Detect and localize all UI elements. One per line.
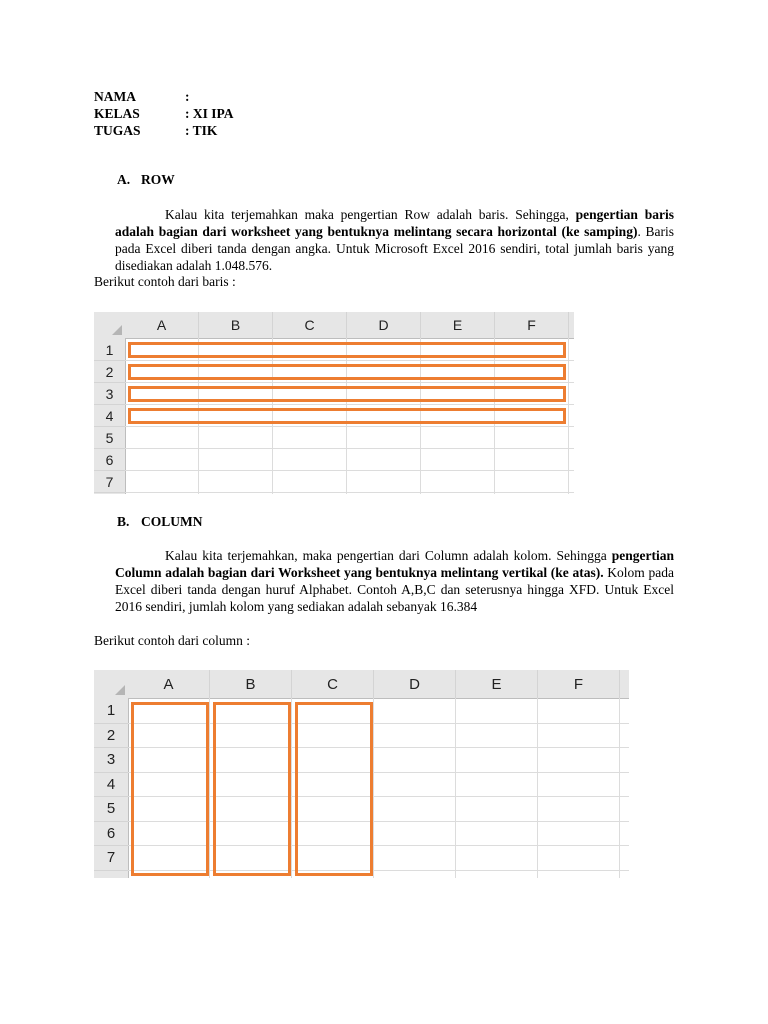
row-header-4: 4 bbox=[94, 773, 128, 798]
row-header-1: 1 bbox=[94, 699, 128, 724]
nama-value: : bbox=[185, 89, 190, 104]
column-header-d: D bbox=[347, 312, 421, 338]
row-example-spreadsheet bbox=[94, 312, 574, 494]
row-header-1: 1 bbox=[94, 339, 125, 361]
row-header-5: 5 bbox=[94, 797, 128, 822]
gridline bbox=[125, 448, 574, 449]
gridline bbox=[125, 426, 574, 427]
row-header-6: 6 bbox=[94, 822, 128, 847]
section-a-number: A. bbox=[117, 172, 131, 187]
gridline bbox=[537, 698, 538, 878]
section-a-text-1: Kalau kita terjemahkan maka pengertian Row adalah baris. Sehingga, bbox=[165, 207, 576, 222]
column-example-spreadsheet bbox=[94, 670, 629, 878]
highlight-column-c bbox=[295, 702, 373, 876]
section-b-title: COLUMN bbox=[141, 514, 203, 529]
tugas-line bbox=[94, 122, 217, 139]
gridline bbox=[125, 404, 574, 405]
section-a-title: ROW bbox=[141, 172, 175, 187]
section-a-text-2: . Baris pada Excel diberi tanda dengan angka. Untuk Microsoft Excel 2016 sendiri, total jumlah baris yang disediakan adalah 1.048.576. bbox=[115, 224, 674, 273]
section-b-paragraph bbox=[115, 547, 674, 615]
row-header-2: 2 bbox=[94, 724, 128, 749]
gridline bbox=[125, 470, 574, 471]
gridline bbox=[125, 382, 574, 383]
section-a-example-text: Berikut contoh dari baris : bbox=[94, 274, 236, 289]
highlight-column-a bbox=[131, 702, 209, 876]
nama-line bbox=[94, 88, 190, 105]
column-header-d: D bbox=[374, 670, 456, 698]
highlight-row-4 bbox=[128, 408, 566, 424]
section-a-heading bbox=[117, 172, 175, 188]
gridline bbox=[291, 698, 292, 878]
section-b-text-1: Kalau kita terjemahkan, maka pengertian dari Column adalah kolom. Sehingga bbox=[165, 548, 612, 563]
column-header-f: F bbox=[495, 312, 569, 338]
column-header-a: A bbox=[125, 312, 199, 338]
section-b-heading bbox=[117, 514, 203, 530]
column-header-a: A bbox=[128, 670, 210, 698]
highlight-row-2 bbox=[128, 364, 566, 380]
row-header-7: 7 bbox=[94, 846, 128, 871]
gridline bbox=[455, 698, 456, 878]
row-header-7: 7 bbox=[94, 471, 125, 493]
highlight-row-1 bbox=[128, 342, 566, 358]
row-header-5: 5 bbox=[94, 427, 125, 449]
section-b-example-text: Berikut contoh dari column : bbox=[94, 633, 250, 648]
kelas-value: : XI IPA bbox=[185, 106, 234, 121]
column-header-b: B bbox=[199, 312, 273, 338]
column-header-e: E bbox=[421, 312, 495, 338]
column-header-c: C bbox=[273, 312, 347, 338]
kelas-line bbox=[94, 105, 234, 122]
column-header-b: B bbox=[210, 670, 292, 698]
tugas-value: : TIK bbox=[185, 123, 218, 138]
section-b-text-bold: pengertian Column adalah bagian dari Worksheet yang bentuknya melintang vertikal (ke atas). bbox=[115, 548, 674, 580]
row-header-6: 6 bbox=[94, 449, 125, 471]
row-header-4: 4 bbox=[94, 405, 125, 427]
gridline bbox=[619, 698, 620, 878]
highlight-column-b bbox=[213, 702, 291, 876]
kelas-label: KELAS bbox=[94, 106, 140, 121]
row-header-2: 2 bbox=[94, 361, 125, 383]
highlight-row-3 bbox=[128, 386, 566, 402]
row-header-3: 3 bbox=[94, 748, 128, 773]
tugas-label: TUGAS bbox=[94, 123, 141, 138]
row-header-3: 3 bbox=[94, 383, 125, 405]
column-header-c: C bbox=[292, 670, 374, 698]
column-header-e: E bbox=[456, 670, 538, 698]
nama-label: NAMA bbox=[94, 89, 136, 104]
section-b-text-2: Kolom pada Excel diberi tanda dengan huruf Alphabet. Contoh A,B,C dan seterusnya hingga XFD. Untuk Excel 2016 sendiri, jumlah kolom yang sediakan adalah sebanyak 16.384 bbox=[115, 565, 674, 614]
gridline bbox=[209, 698, 210, 878]
gridline bbox=[125, 360, 574, 361]
section-a-text-bold: pengertian baris adalah bagian dari worksheet yang bentuknya melintang secara horizontal (ke samping) bbox=[115, 207, 674, 239]
select-all-corner-icon bbox=[112, 325, 122, 335]
section-a-paragraph bbox=[115, 206, 674, 274]
gridline bbox=[125, 492, 574, 493]
column-header-f: F bbox=[538, 670, 620, 698]
select-all-corner-icon bbox=[115, 685, 125, 695]
gridline bbox=[373, 698, 374, 878]
section-b-number: B. bbox=[117, 514, 130, 529]
